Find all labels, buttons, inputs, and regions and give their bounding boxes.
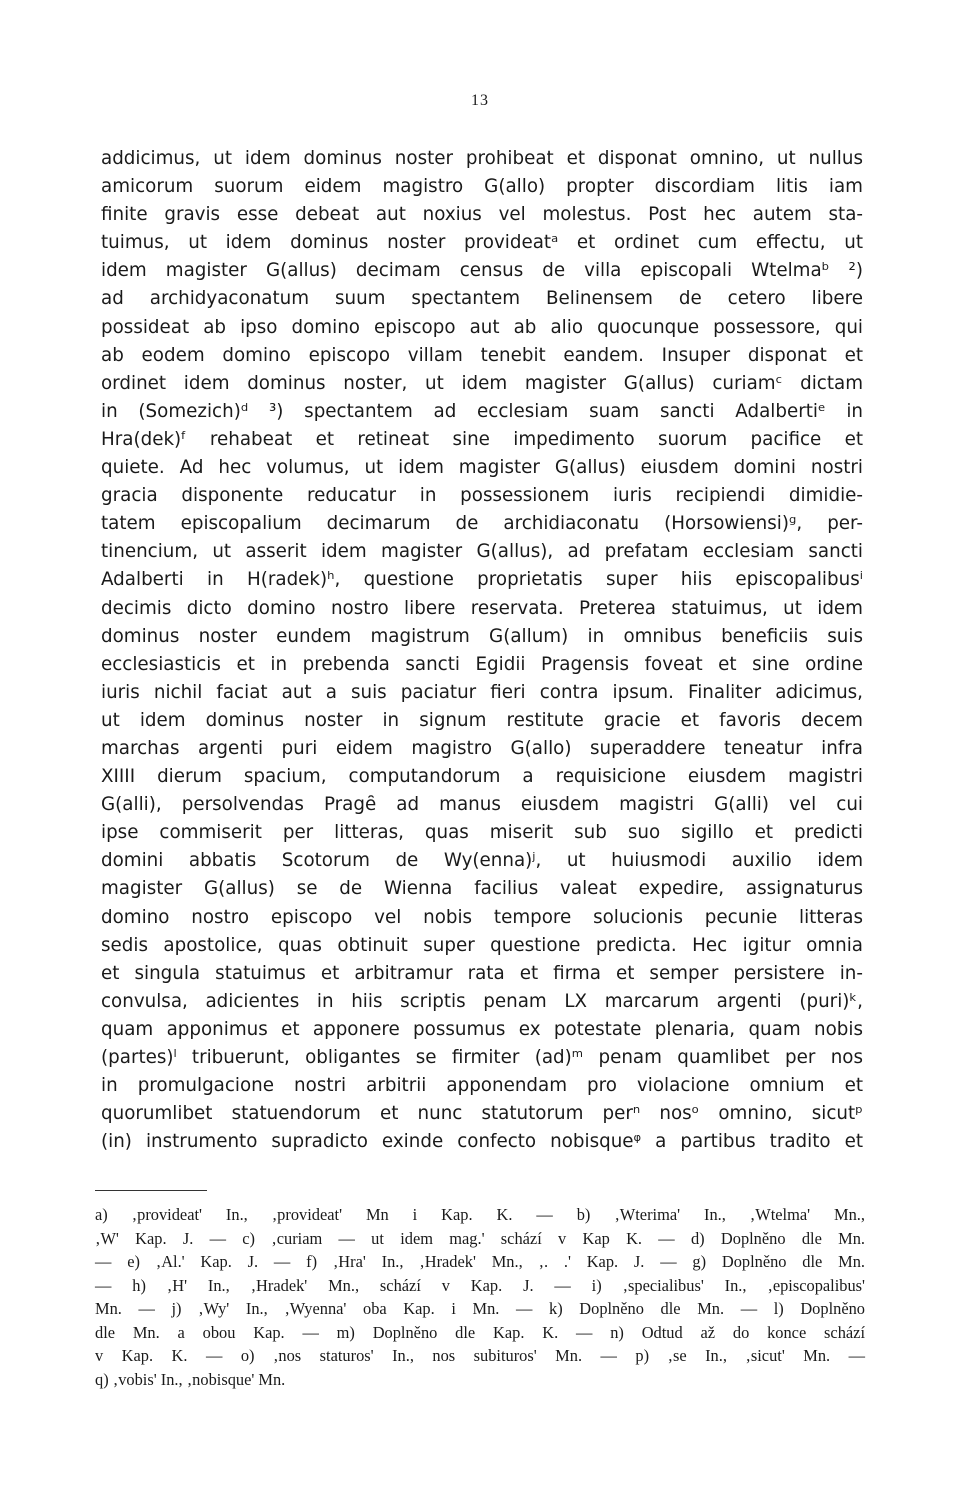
text-line: sedis apostolice, quas obtinuit super questione predicta. Hec igitur omnia [101, 934, 863, 956]
text-line: marchas argenti puri eidem magistro G(allo) superaddere teneatur infra [101, 737, 863, 759]
text-line: ab eodem domino episcopo villam tenebit eandem. Insuper disponat et [101, 344, 863, 366]
text-line: et singula statuimus et arbitramur rata et firma et semper persistere in- [101, 962, 863, 984]
text-line: tinencium, ut asserit idem magister G(allus), ad prefatam ecclesiam sancti [101, 541, 863, 563]
footnote-line: — e) ‚Al.' Kap. J. — f) ‚Hra' In., ‚Hradek' Mn., ‚. .' Kap. J. — g) Doplněno dle Mn. [95, 1252, 865, 1271]
text-line: quiete. Ad hec volumus, ut idem magister G(allus) eiusdem domini nostri [101, 457, 863, 479]
text-line: gracia disponente reducatur in possessionem iuris recipiendi dimidie- [101, 485, 863, 507]
text-line: tuimus, ut idem dominus noster provideatᵃ et ordinet cum effectu, ut [101, 232, 863, 254]
text-line: finite gravis esse debeat aut noxius vel molestus. Post hec autem sta- [101, 204, 863, 226]
footnote-divider [95, 1190, 207, 1191]
text-line: domino nostro episcopo vel nobis tempore solucionis pecunie litteras [101, 906, 863, 928]
text-line: Hra(dek)ᶠ rehabeat et retineat sine impedimento suorum pacifice et [101, 428, 863, 450]
footnote-line: q) ‚vobis' In., ‚nobisque' Mn. [95, 1369, 286, 1389]
page-number: 13 [471, 92, 489, 109]
text-line: possideat ab ipso domino episcopo aut ab alio quocunque possessore, qui [101, 316, 863, 338]
text-line: tatem episcopalium decimarum de archidiaconatu (Horsowiensi)ᵍ, per- [101, 513, 863, 535]
text-line: ut idem dominus noster in signum restitute gracie et favoris decem [101, 709, 863, 731]
text-line: addicimus, ut idem dominus noster prohibeat et disponat omnino, ut nullus [101, 148, 863, 169]
footnote-line: — h) ‚H' In., ‚Hradek' Mn., schází v Kap. J. — i) ‚specialibus' In., ‚episcopalibus' [95, 1275, 865, 1295]
body-text [101, 145, 863, 1156]
text-line: ecclesiasticis et in prebenda sancti Egidii Pragensis foveat et sine ordine [101, 653, 863, 675]
footnote-line: Mn. — j) ‚Wy' In., ‚Wyenna' oba Kap. i Mn. — k) Doplněno dle Mn. — l) Doplněno [95, 1299, 865, 1318]
text-line: Adalberti in H(radek)ʰ, questione proprietatis super hiis episcopalibusⁱ [101, 569, 863, 591]
text-line: XIIII dierum spacium, computandorum a requisicione eiusdem magistri [101, 766, 863, 788]
text-line: quam apponimus et apponere possumus ex potestate plenaria, quam nobis [101, 1018, 863, 1040]
footnote-line: dle Mn. a obou Kap. — m) Doplněno dle Kap. K. — n) Odtud až do konce schází [95, 1322, 865, 1342]
text-line: dominus noster eundem magistrum G(allum) in omnibus beneficiis suis [101, 625, 863, 647]
text-line: G(alli), persolvendas Pragȇ ad manus eiusdem magistri G(alli) vel cui [101, 794, 863, 816]
text-line: ordinet idem dominus noster, ut idem magister G(allus) curiamᶜ dictam [101, 372, 863, 394]
text-line: ipse commiserit per litteras, quas miserit sub suo sigillo et predicti [101, 822, 863, 844]
footnote-line: v Kap. K. — o) ‚nos staturos' In., nos subituros' Mn. — p) ‚se In., ‚sicut' Mn. — [95, 1346, 865, 1365]
text-line: (partes)ˡ tribuerunt, obligantes se firmiter (ad)ᵐ penam quamlibet per nos [101, 1047, 863, 1068]
text-line: amicorum suorum eidem magistro G(allo) propter discordiam litis iam [101, 176, 863, 198]
text-line: domini abbatis Scotorum de Wy(enna)ʲ, ut huiusmodi auxilio idem [101, 850, 863, 872]
text-line: (in) instrumento supradicto exinde confecto nobisqueᵠ a partibus tradito et [101, 1131, 863, 1153]
text-line: quorumlibet statuendorum et nunc statutorum perⁿ nosᵒ omnino, sicutᵖ [101, 1103, 863, 1125]
text-line: decimis dicto domino nostro libere reservata. Preterea statuimus, ut idem [101, 597, 863, 619]
text-line: in promulgacione nostri arbitrii apponendam pro violacione omnium et [101, 1075, 863, 1097]
footnote-line: ‚W' Kap. J. — c) ‚curiam — ut idem mag.' schází v Kap K. — d) Doplněno dle Mn. [95, 1228, 865, 1248]
text-line: ad archidyaconatum suum spectantem Belinensem de cetero libere [101, 288, 863, 310]
text-line: convulsa, adicientes in hiis scriptis penam LX marcarum argenti (puri)ᵏ, [101, 990, 863, 1012]
footnote-line: a) ‚provideat' In., ‚provideat' Mn i Kap. K. — b) ‚Wterima' In., ‚Wtelma' Mn., [95, 1205, 865, 1224]
text-line: iuris nichil faciat aut a suis paciatur fieri contra ipsum. Finaliter adicimus, [101, 681, 863, 703]
footnotes [95, 1203, 865, 1391]
text-line: idem magister G(allus) decimam census de villa episcopali Wtelmaᵇ ²) [101, 260, 863, 282]
text-line: in (Somezich)ᵈ ³) spectantem ad ecclesiam suam sancti Adalbertiᵉ in [101, 400, 863, 422]
text-line: magister G(allus) se de Wienna facilius valeat expedire, assignaturus [101, 878, 863, 900]
